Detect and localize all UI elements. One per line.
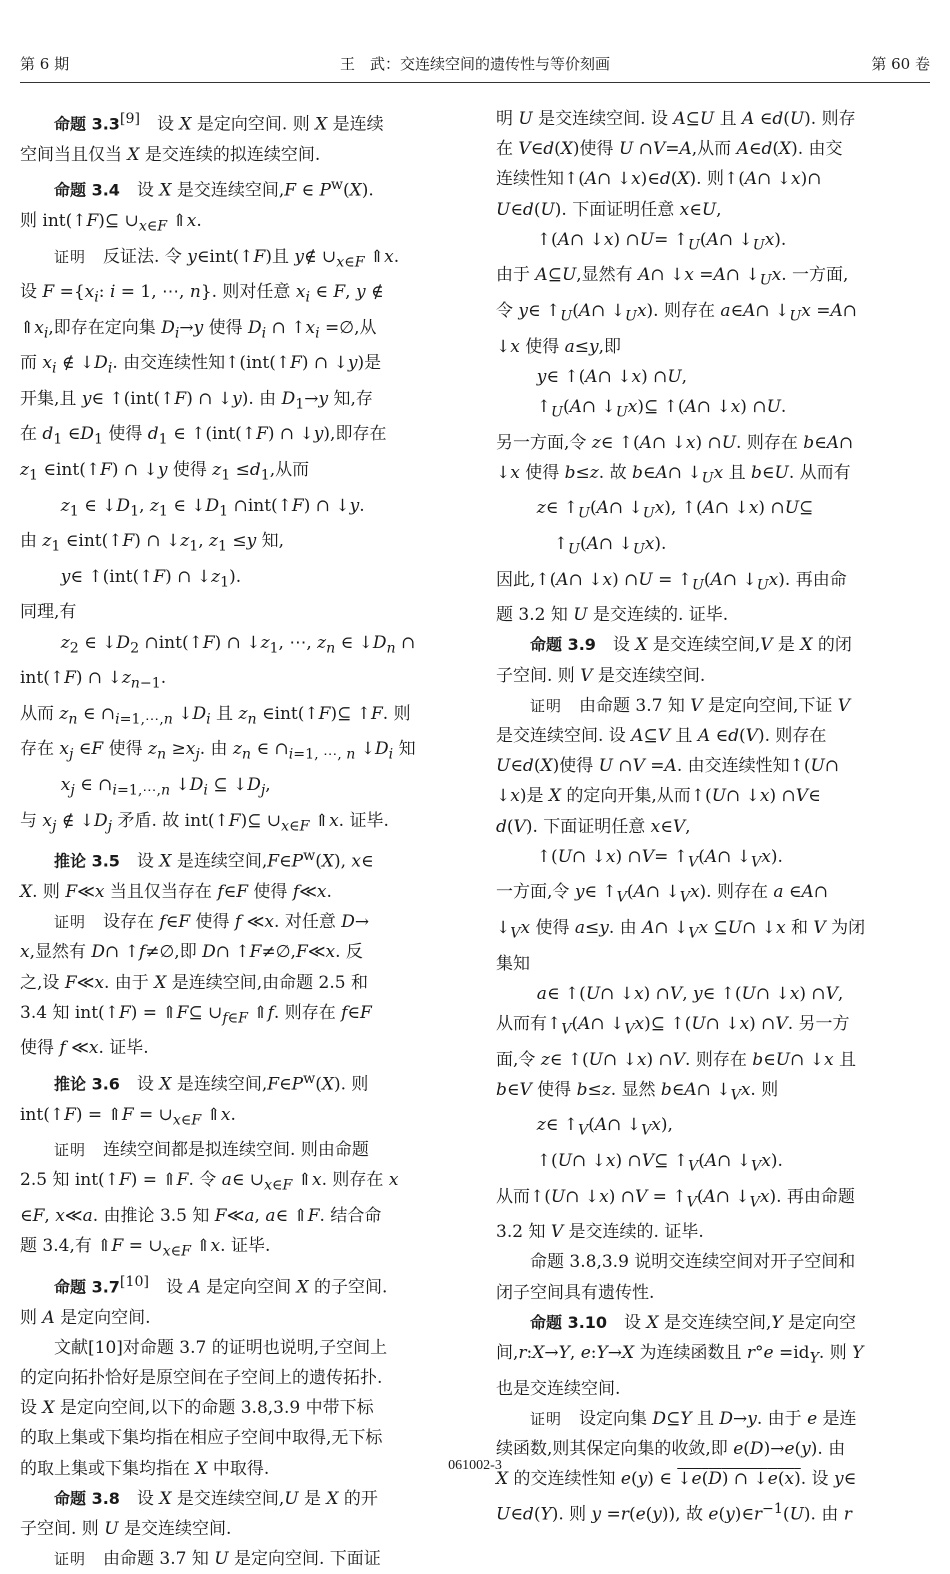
- text-line: 3.2 知 V 是交连续的. 证毕.: [496, 1222, 704, 1243]
- text-line: 命题 3.3[9] 设 X 是定向空间. 则 X 是连续: [54, 111, 384, 135]
- text-line: 是交连续空间. 设 A⊆V 且 A ∈d(V). 则存在: [496, 725, 827, 746]
- text-line: 空间当且仅当 X 是交连续的拟连续空间.: [20, 144, 321, 165]
- text-line: 的取上集或下集均指在相应子空间中取得,无下标: [20, 1428, 383, 1449]
- text-line: 由于 A⊆U,显然有 A∩ ↓x =A∩ $↓_Ux$. 一方面,: [496, 265, 849, 289]
- text-line: 文献[10]对命题 3.7 的证明也说明,子空间上: [54, 1337, 388, 1358]
- text-line: 从而↑(U∩ ↓x) ∩V = $↑_V(A\cap$ $↓_Vx$). 再由命题: [496, 1186, 855, 1210]
- text-line: 之,设 F≪x. 由于 X 是连续空间,由命题 2.5 和: [20, 972, 368, 993]
- text-line: $↓_Vx$ 使得 a≤y. 由 A∩ $↓_Vx$ ⊆U∩ ↓x 和 V 为闭: [496, 917, 866, 942]
- text-line: 也是交连续空间.: [496, 1378, 621, 1399]
- text-line: b∈V 使得 b≤z. 显然 b∈A∩ $↓_Vx$. 则: [496, 1079, 779, 1104]
- text-line: 则 A 是定向空间.: [20, 1307, 151, 1328]
- issue-number: 第 6 期: [20, 55, 70, 73]
- text-line: 推论 3.6 设 X 是连续空间$,F\in P^w(X)$. 则: [54, 1070, 369, 1095]
- text-line: 命题 3.9 设 X 是交连续空间,V 是 X 的闭: [530, 635, 852, 656]
- text-line: 证明 由命题 3.7 知 U 是定向空间. 下面证: [54, 1549, 381, 1570]
- text-line: ↓x)是 X 的定向开集,从而↑(U∩ ↓x) ∩V∈: [496, 786, 821, 807]
- text-line: U∈d(X)使得 U ∩V =A. 由交连续性知↑(U∩: [496, 756, 840, 777]
- text-line: z∈ $↑_V(A\cap$ $↓_Vx$),: [536, 1115, 673, 1139]
- text-line: 同理,有: [20, 602, 77, 623]
- text-line: 在 V∈d(X)使得 U ∩V=A,从而 A∈d(X). 由交: [496, 139, 843, 160]
- text-line: 题 3.4,有 ⇑F = $\cup_{x\in F}$ ⇑x. 证毕.: [20, 1236, 271, 1260]
- text-line: 的定向拓扑恰好是原空间在子空间上的遗传拓扑.: [20, 1368, 383, 1388]
- text-line: U∈d(U). 下面证明任意 x∈U,: [496, 199, 722, 220]
- text-line: 开集,且 y∈ ↑(int(↑F) ∩ ↓y). 由 $D_1\to y$ 知,存: [20, 388, 373, 413]
- text-line: 从而有$↑_V(A\cap$ $↓_Vx)⊆$ ↑(U∩ ↓x) ∩V. 另一方: [496, 1013, 850, 1038]
- text-line: 2.5 知 int(↑F) = ⇑F. 令 a∈ $\cup_{x\in F}$ ⇑x. 则存在 x: [20, 1170, 399, 1194]
- running-title: 王 武：交连续空间的遗传性与等价刻画: [339, 55, 610, 73]
- text-line: a∈ ↑(U∩ ↓x) ∩V, y∈ ↑(U∩ ↓x) ∩V,: [536, 983, 844, 1004]
- page-header: [20, 50, 930, 78]
- text-line: 闭子空间具有遗传性.: [496, 1282, 655, 1303]
- text-line: y∈ ↑(int(↑F) ∩ $↓z_1$).: [60, 566, 242, 591]
- text-line: y∈ ↑(A∩ ↓x) ∩U,: [536, 366, 688, 387]
- text-line: 由 $z_1$ ∈int(↑F) ∩ $↓z_1$, $z_1 \le y$ 知,: [20, 531, 285, 555]
- text-line: int(↑F) = ⇑F = $\cup_{x\in F}$ ⇑x.: [20, 1104, 236, 1128]
- text-line: z∈ $↑_U(A\cap$ $↓_Ux$), ↑(A∩ ↓x) ∩U⊆: [536, 498, 814, 522]
- text-line: U∈d(Y). 则 y =r(e(y)), 故 $e(y)\in r^{-1}(U)$. 由 r: [496, 1501, 852, 1526]
- text-line: $↑_U(A\cap$ $↓_Ux$).: [553, 533, 667, 558]
- text-line: d(V). 下面证明任意 x∈V,: [496, 816, 691, 837]
- text-line: 使得 f ≪x. 证毕.: [20, 1038, 149, 1059]
- text-line: 集知: [496, 953, 530, 974]
- text-line: 的取上集或下集均指在 X 中取得.: [20, 1458, 270, 1479]
- text-line: 子空间. 则 U 是交连续空间.: [20, 1519, 232, 1540]
- text-line: $z_2$ ∈ $↓D_2$ ∩int(↑F) ∩ $↓z_1$, ⋯, $z_n$ ∈ $↓D_n$ ∩: [60, 632, 416, 657]
- text-line: 命题 3.8,3.9 说明交连续空间对开子空间和: [530, 1252, 856, 1273]
- text-line: X 的交连续性知 e(y) ∈ ↓e(D) ∩ ↓e(x). 设 y∈: [496, 1469, 857, 1490]
- text-line: $x_j$ ∈ $\cap_{i=1,\cdots,n}$ $↓D_i$ ⊆ $↓D_j$,: [60, 775, 271, 799]
- text-line: 明 U 是交连续空间. 设 A⊆U 且 A ∈d(U). 则存: [496, 109, 856, 129]
- left-column: [20, 104, 456, 1574]
- text-line: 证明 反证法. 令 y∈int(↑F)且 y∉ $\cup_{x\in F}$ ⇑x.: [54, 246, 400, 270]
- text-line: $z_1$ ∈int(↑F) ∩ ↓y 使得 $z_1 \le d_1$,从而: [20, 460, 310, 484]
- text-line: 设 $F =\{x_i$: i = 1, ⋯, n}. 则对任意 $x_i$ ∈ F, y ∉: [20, 282, 384, 306]
- text-line: 另一方面,令 z∈ ↑(A∩ ↓x) ∩U. 则存在 b∈A∩: [496, 432, 854, 453]
- text-line: 因此,↑(A∩ ↓x) ∩U = $↑_U(A\cap$ $↓_Ux$). 再由命: [496, 569, 847, 593]
- text-line: ↑(U∩ ↓x) ∩V⊆ $↑_V(A\cap$ $↓_Vx$).: [536, 1150, 783, 1175]
- page-number: 061002-3: [448, 1458, 502, 1473]
- text-line: $⇑x_i$,即存在定向集 $D_i\to y$ 使得 $D_i$ ∩ $↑x_i$ =∅,从: [20, 317, 377, 342]
- text-line: 命题 3.4 设 X 是交连续空间,F ∈ $P^w(X)$.: [54, 177, 374, 201]
- text-line: $↑_U(A\cap$ $↓_Ux)⊆$ ↑(A∩ ↓x) ∩U.: [536, 397, 787, 421]
- text-line: 题 3.2 知 U 是交连续的. 证毕.: [496, 605, 729, 626]
- text-line: 令 y∈ $↑_U(A\cap$ $↓_Ux$). 则存在 a∈A∩ $↓_Ux$ =A∩: [496, 301, 858, 325]
- text-line: ↑(A∩ ↓x) ∩U= $↑_U(A\cap$ $↓_Ux$).: [536, 229, 787, 254]
- text-line: int(↑F) ∩ $↓z_{n-1}$.: [20, 668, 167, 692]
- text-line: ∈F, x≪a. 由推论 3.5 知 F≪a, a∈ ⇑F. 结合命: [20, 1205, 382, 1226]
- text-line: 则 int(↑F)⊆ $\cup_{x\in F}$ ⇑x.: [20, 210, 202, 235]
- text-line: 连续性知↑(A∩ ↓x)∈d(X). 则↑(A∩ ↓x)∩: [496, 169, 822, 190]
- text-line: 3.4 知 int(↑F) = ⇑F⊆ $\cup_{f\in F}$ ⇑f. 则存在 f∈F: [20, 1002, 372, 1027]
- text-line: 在 $d_1$ $\in D_1$ 使得 $d_1$ ∈ ↑(int(↑F) ∩ ↓y),即存在: [20, 424, 387, 448]
- header-rule: [20, 82, 930, 83]
- text-line: $z_1$ ∈ $↓D_1$, $z_1$ ∈ $↓D_1$ ∩int(↑F) ∩ ↓y.: [60, 495, 365, 520]
- text-line: 证明 设存在 f∈F 使得 f ≪x. 对任意 D→: [54, 912, 370, 933]
- text-line: 推论 3.5 设 X 是连续空间$,F\in P^w(X)$, x∈: [54, 848, 374, 872]
- text-line: 证明 连续空间都是拟连续空间. 则由命题: [54, 1140, 369, 1161]
- text-line: ↓x 使得 b≤z. 故 b∈A∩ $↓_Ux$ 且 b∈U. 从而有: [496, 462, 851, 487]
- text-line: ↓x 使得 a≤y,即: [496, 336, 622, 357]
- text-line: 证明 设定向集 D⊆Y 且 D→y. 由于 e 是连: [530, 1408, 857, 1429]
- text-line: 续函数,则其保定向集的收敛,即 e(D)→e(y). 由: [496, 1438, 846, 1459]
- text-line: 间,r:X→Y, e:Y→X 为连续函数且 $r^\circ e =id_Y$. 则 Y: [496, 1342, 864, 1367]
- right-column: [496, 104, 932, 1530]
- text-line: 证明 由命题 3.7 知 V 是定向空间,下证 V: [530, 695, 851, 716]
- text-line: x,显然有 D∩ ↑f≠∅,即 D∩ ↑F≠∅,F≪x. 反: [20, 942, 363, 963]
- text-line: X. 则 F≪x 当且仅当存在 f∈F 使得 f≪x.: [20, 882, 332, 903]
- volume-number: 第 60 卷: [871, 55, 930, 73]
- text-line: 子空间. 则 V 是交连续空间.: [496, 665, 706, 686]
- text-line: 命题 3.8 设 X 是交连续空间,U 是 X 的开: [54, 1488, 378, 1509]
- text-line: 面,令 z∈ ↑(U∩ ↓x) ∩V. 则存在 b∈U∩ ↓x 且: [496, 1049, 856, 1070]
- text-line: 一方面,令 y∈ $↑_V(A\cap$ $↓_Vx$). 则存在 a ∈A∩: [496, 882, 829, 906]
- text-line: 设 X 是定向空间,以下的命题 3.8,3.9 中带下标: [20, 1398, 374, 1419]
- text-line: 命题 3.7[10] 设 A 是定向空间 X 的子空间.: [54, 1273, 388, 1298]
- text-line: 命题 3.10 设 X 是交连续空间,Y 是定向空: [530, 1312, 857, 1333]
- text-line: 存在 $x_j$ ∈F 使得 $z_n \ge x_j$. 由 $z_n$ ∈ $\cap_{i=1, \cdots, n}$ $↓D_i$ 知: [20, 739, 416, 763]
- text-line: 从而 $z_n$ ∈ $\cap_{i=1,\cdots,n}$ $↓D_i$ 且 $z_n$ ∈int(↑F)⊆ ↑F. 则: [20, 703, 411, 728]
- text-line: 而 $x_i$ ∉ $↓D_i$. 由交连续性知↑(int(↑F) ∩ ↓y)是: [20, 353, 382, 377]
- text-line: ↑(U∩ ↓x) ∩V= $↑_V(A\cap$ $↓_Vx$).: [536, 846, 783, 871]
- text-line: 与 $x_j$ ∉ $↓D_j$ 矛盾. 故 int(↑F)⊆ $\cup_{x\in F}$ ⇑x. 证毕.: [20, 810, 389, 835]
